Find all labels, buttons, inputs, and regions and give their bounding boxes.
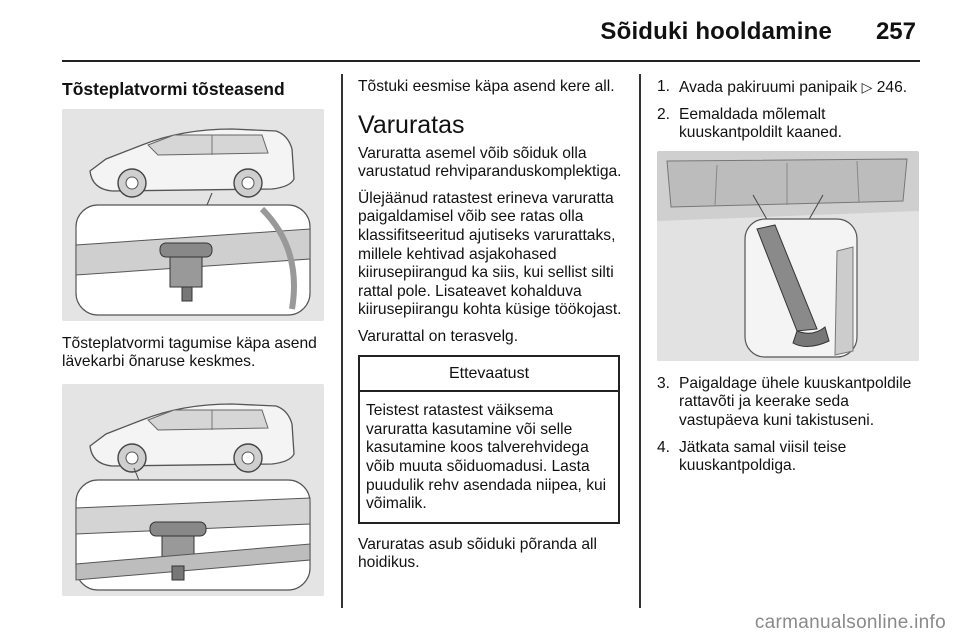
column-divider-1 — [341, 74, 343, 608]
steps-list — [657, 78, 923, 143]
warning-body — [360, 392, 618, 522]
caption-rear-lift-position: Tõsteplatvormi tagumise käpa asend lävekarbi õnaruse keskmes. — [62, 334, 317, 371]
step-text: Avada pakiruumi panipaik — [679, 79, 862, 96]
warning-text: Teistest ratastest väiksema varuratta kasutamine või selle kasutamine koos talverehvidega võib muuta sõiduomadusi. Lasta puudulik rehv asendada niipea, kui võimalik. — [366, 402, 607, 513]
column-3 — [657, 78, 923, 484]
step-4 — [657, 439, 923, 476]
header-divider — [62, 60, 920, 62]
paragraph-spare-location: Varuratas asub sõiduki põranda all hoidikus. — [358, 535, 597, 572]
paragraph-repair-kit: Varuratta asemel võib sõiduk olla varustatud rehviparanduskomplektiga. — [358, 144, 622, 181]
warning-title: Ettevaatust — [360, 357, 618, 393]
section-title-spare-wheel: Varuratas — [358, 110, 465, 139]
step-3 — [657, 375, 923, 431]
warning-box — [358, 355, 620, 524]
illustration-lift-front — [62, 109, 324, 321]
step-2 — [657, 106, 923, 143]
step-number: 3. — [657, 374, 671, 392]
page-header-title: Sõiduki hooldamine — [600, 18, 832, 45]
step-number: 2. — [657, 105, 671, 123]
step-text: Eemaldada mõlemalt kuuskantpoldilt kaaned. — [679, 105, 842, 142]
illustration-lift-rear — [62, 384, 324, 596]
paragraph-temporary-spare: Ülejäänud ratastest erineva varuratta paigaldamisel võib see ratas olla klassifitseeritud ajutiseks varurattaks, millele kehtivad asjakohased kiirusepiirangud ka siis, kui sellist silti rattal pole. Lisateavet kohalduva kiirusepiirangu kohta küsige töökojast. — [358, 189, 622, 319]
column-divider-2 — [639, 74, 641, 608]
step-number: 4. — [657, 438, 671, 456]
steps-list-continued — [657, 375, 923, 476]
paragraph-steel-rim: Varurattal on terasvelg. — [358, 327, 519, 345]
step-text: Jätkata samal viisil teise kuuskantpoldiga. — [679, 438, 847, 475]
step-text: Paigaldage ühele kuuskantpoldile rattavõti ja keerake seda vastupäeva kuni takistuseni. — [679, 374, 912, 429]
illustration-wheel-wrench — [657, 151, 919, 361]
arrow-ref-icon: ▷ — [861, 79, 873, 95]
section-heading-lift-position: Tõsteplatvormi tõsteasend — [62, 79, 285, 99]
step-page-ref: 246. — [872, 79, 908, 96]
watermark: carmanualsonline.info — [754, 612, 946, 633]
step-1 — [657, 78, 923, 98]
step-number: 1. — [657, 78, 671, 95]
front-lift-text: Tõstuki eesmise käpa asend kere all. — [358, 78, 615, 95]
page-number: 257 — [875, 18, 916, 45]
column-1 — [62, 78, 326, 596]
column-2 — [358, 78, 624, 581]
